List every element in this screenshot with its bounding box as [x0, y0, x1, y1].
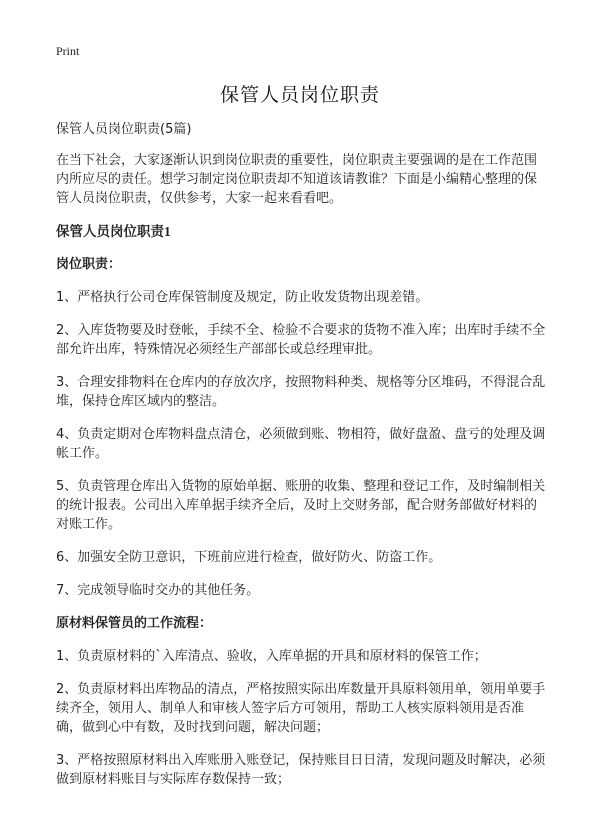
list-item: 4、负责定期对仓库物料盘点清仓，必须做到账、物相符，做好盘盈、盘亏的处理及调帐工作。 [56, 427, 546, 461]
list-item: 6、加强安全防卫意识，下班前应进行检查，做好防火、防盗工作。 [56, 550, 442, 565]
list-item: 3、严格按照原材料出入库账册入账登记，保持账目日日清，发现问题及时解决，必须做到原材料账目与实际库存数保持一致； [56, 753, 546, 787]
workflow-list [56, 647, 546, 789]
list-item: 5、负责管理仓库出入货物的原始单据、账册的收集、整理和登记工作，及时编制相关的统计报表。公司出入库单据手续齐全后，及时上交财务部，配合财务部做好材料的对账工作。 [56, 479, 546, 532]
list-item: 2、入库货物要及时登帐，手续不全、检验不合要求的货物不准入库；出库时手续不全部允许出库，特殊情况必须经生产部部长或总经理审批。 [56, 323, 546, 357]
page-title: 保管人员岗位职责 [219, 84, 380, 106]
intro-paragraph: 在当下社会，大家逐渐认识到岗位职责的重要性，岗位职责主要强调的是在工作范围内所应尽的责任。想学习制定岗位职责却不知道该请教谁？下面是小编精心整理的保管人员岗位职责，仅供参考，大家一起来看看吧。 [56, 153, 538, 206]
workflow-heading: 原材料保管员的工作流程： [56, 616, 213, 631]
list-item: 7、完成领导临时交办的其他任务。 [56, 583, 260, 598]
list-item: 1、负责原材料的`入库清点、验收，入库单据的开具和原材料的保管工作； [56, 649, 487, 664]
document-subtitle: 保管人员岗位职责(5篇) [56, 122, 192, 137]
list-item: 1、严格执行公司仓库保管制度及规定，防止收发货物出现差错。 [56, 290, 429, 305]
list-item: 2、负责原材料出库物品的清点，严格按照实际出库数量开具原料领用单，领用单要手续齐全，领用人、制单人和审核人签字后方可领用，帮助工人核实原料领用是否准确，做到心中有数，及时找到问题，解决问题； [56, 682, 546, 735]
list-item: 3、合理安排物料在仓库内的存放次序，按照物料种类、规格等分区堆码，不得混合乱堆，保持仓库区域内的整洁。 [56, 375, 546, 409]
duties-list [56, 288, 546, 600]
section-heading: 保管人员岗位职责1 [56, 224, 171, 239]
duties-heading: 岗位职责： [56, 257, 122, 272]
document-body [56, 120, 546, 803]
print-label: Print [56, 44, 80, 58]
